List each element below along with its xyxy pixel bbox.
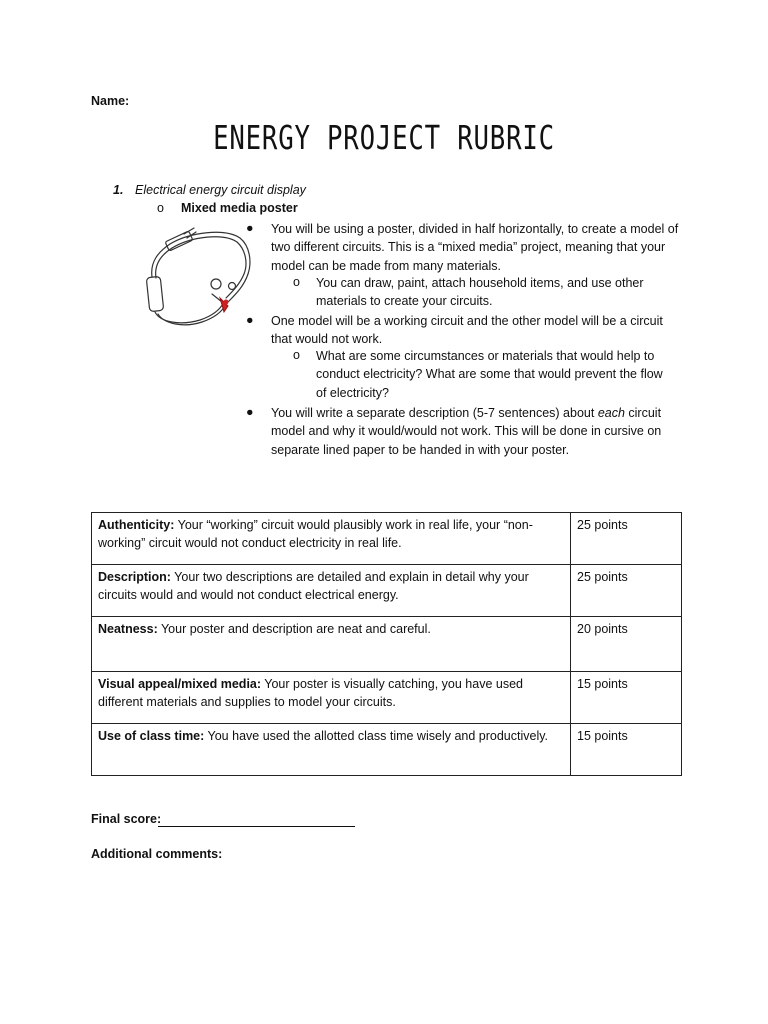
criterion-description: You have used the allotted class time wisely and productively. <box>204 729 549 743</box>
points-cell: 15 points <box>571 672 682 724</box>
sub-bullet-marker: o <box>293 348 300 362</box>
criterion-label: Description: <box>98 570 171 584</box>
table-row <box>92 617 682 672</box>
criterion-label: Neatness: <box>98 622 158 636</box>
table-row <box>92 565 682 617</box>
criterion-description: Your poster is visually catching, you have used different materials and supplies to model your circuits. <box>98 677 523 709</box>
bullet-2-sub-text: What are some circumstances or materials that would help to conduct electricity? What are some that would prevent the flow of electricity? <box>316 349 663 400</box>
rubric-table <box>91 512 682 776</box>
criterion-label: Visual appeal/mixed media: <box>98 677 262 691</box>
bullet-1-text: You will be using a poster, divided in half horizontally, to create a model of two different circuits. This is a “mixed media” project, meaning that your model can be made from many materials. <box>271 222 679 273</box>
final-score-label: Final score: <box>91 812 162 826</box>
criterion-label: Authenticity: <box>98 518 175 532</box>
circuit-sketch-icon <box>140 222 258 330</box>
points-cell: 25 points <box>571 513 682 565</box>
table-row <box>92 513 682 565</box>
bullet-3-text: You will write a separate description (5-7 sentences) about each circuit model and why it would/would not work. This will be done in cursive on separate lined paper to be handed in with your poster. <box>271 406 662 457</box>
criterion-cell <box>92 565 571 617</box>
points-cell: 25 points <box>571 565 682 617</box>
section-title: Electrical energy circuit display <box>135 183 306 197</box>
criterion-description: Your two descriptions are detailed and explain in detail why your circuits would and would not conduct electrical energy. <box>98 570 529 602</box>
bullet-marker: ● <box>246 405 254 419</box>
name-label: Name: <box>91 94 130 108</box>
table-row <box>92 672 682 724</box>
sub-bullet-marker: o <box>293 275 300 289</box>
points-cell: 15 points <box>571 724 682 776</box>
bullet-1-sub-text: You can draw, paint, attach household items, and use other materials to create your circuits. <box>316 276 644 309</box>
criterion-description: Your poster and description are neat and careful. <box>157 622 431 636</box>
criterion-label: Use of class time: <box>98 729 205 743</box>
page-title: ENERGY PROJECT RUBRIC <box>213 118 555 157</box>
criterion-cell <box>92 513 571 565</box>
section-number: 1. <box>113 183 124 197</box>
criterion-cell <box>92 672 571 724</box>
points-cell: 20 points <box>571 617 682 672</box>
criterion-description: Your “working” circuit would plausibly work in real life, your “non-working” circuit would not conduct electricity in real life. <box>98 518 533 550</box>
bullet-2-text: One model will be a working circuit and the other model will be a circuit that would not work. <box>271 314 663 347</box>
additional-comments-label: Additional comments: <box>91 847 223 861</box>
final-score-line[interactable] <box>158 826 355 827</box>
bullet-marker: ● <box>246 221 254 235</box>
criterion-cell <box>92 617 571 672</box>
emphasis-each: each <box>597 406 625 420</box>
table-row <box>92 724 682 776</box>
criterion-cell <box>92 724 571 776</box>
sub-bullet-marker: o <box>157 201 164 215</box>
sub-title: Mixed media poster <box>181 201 298 215</box>
bullet-marker: ● <box>246 313 254 327</box>
